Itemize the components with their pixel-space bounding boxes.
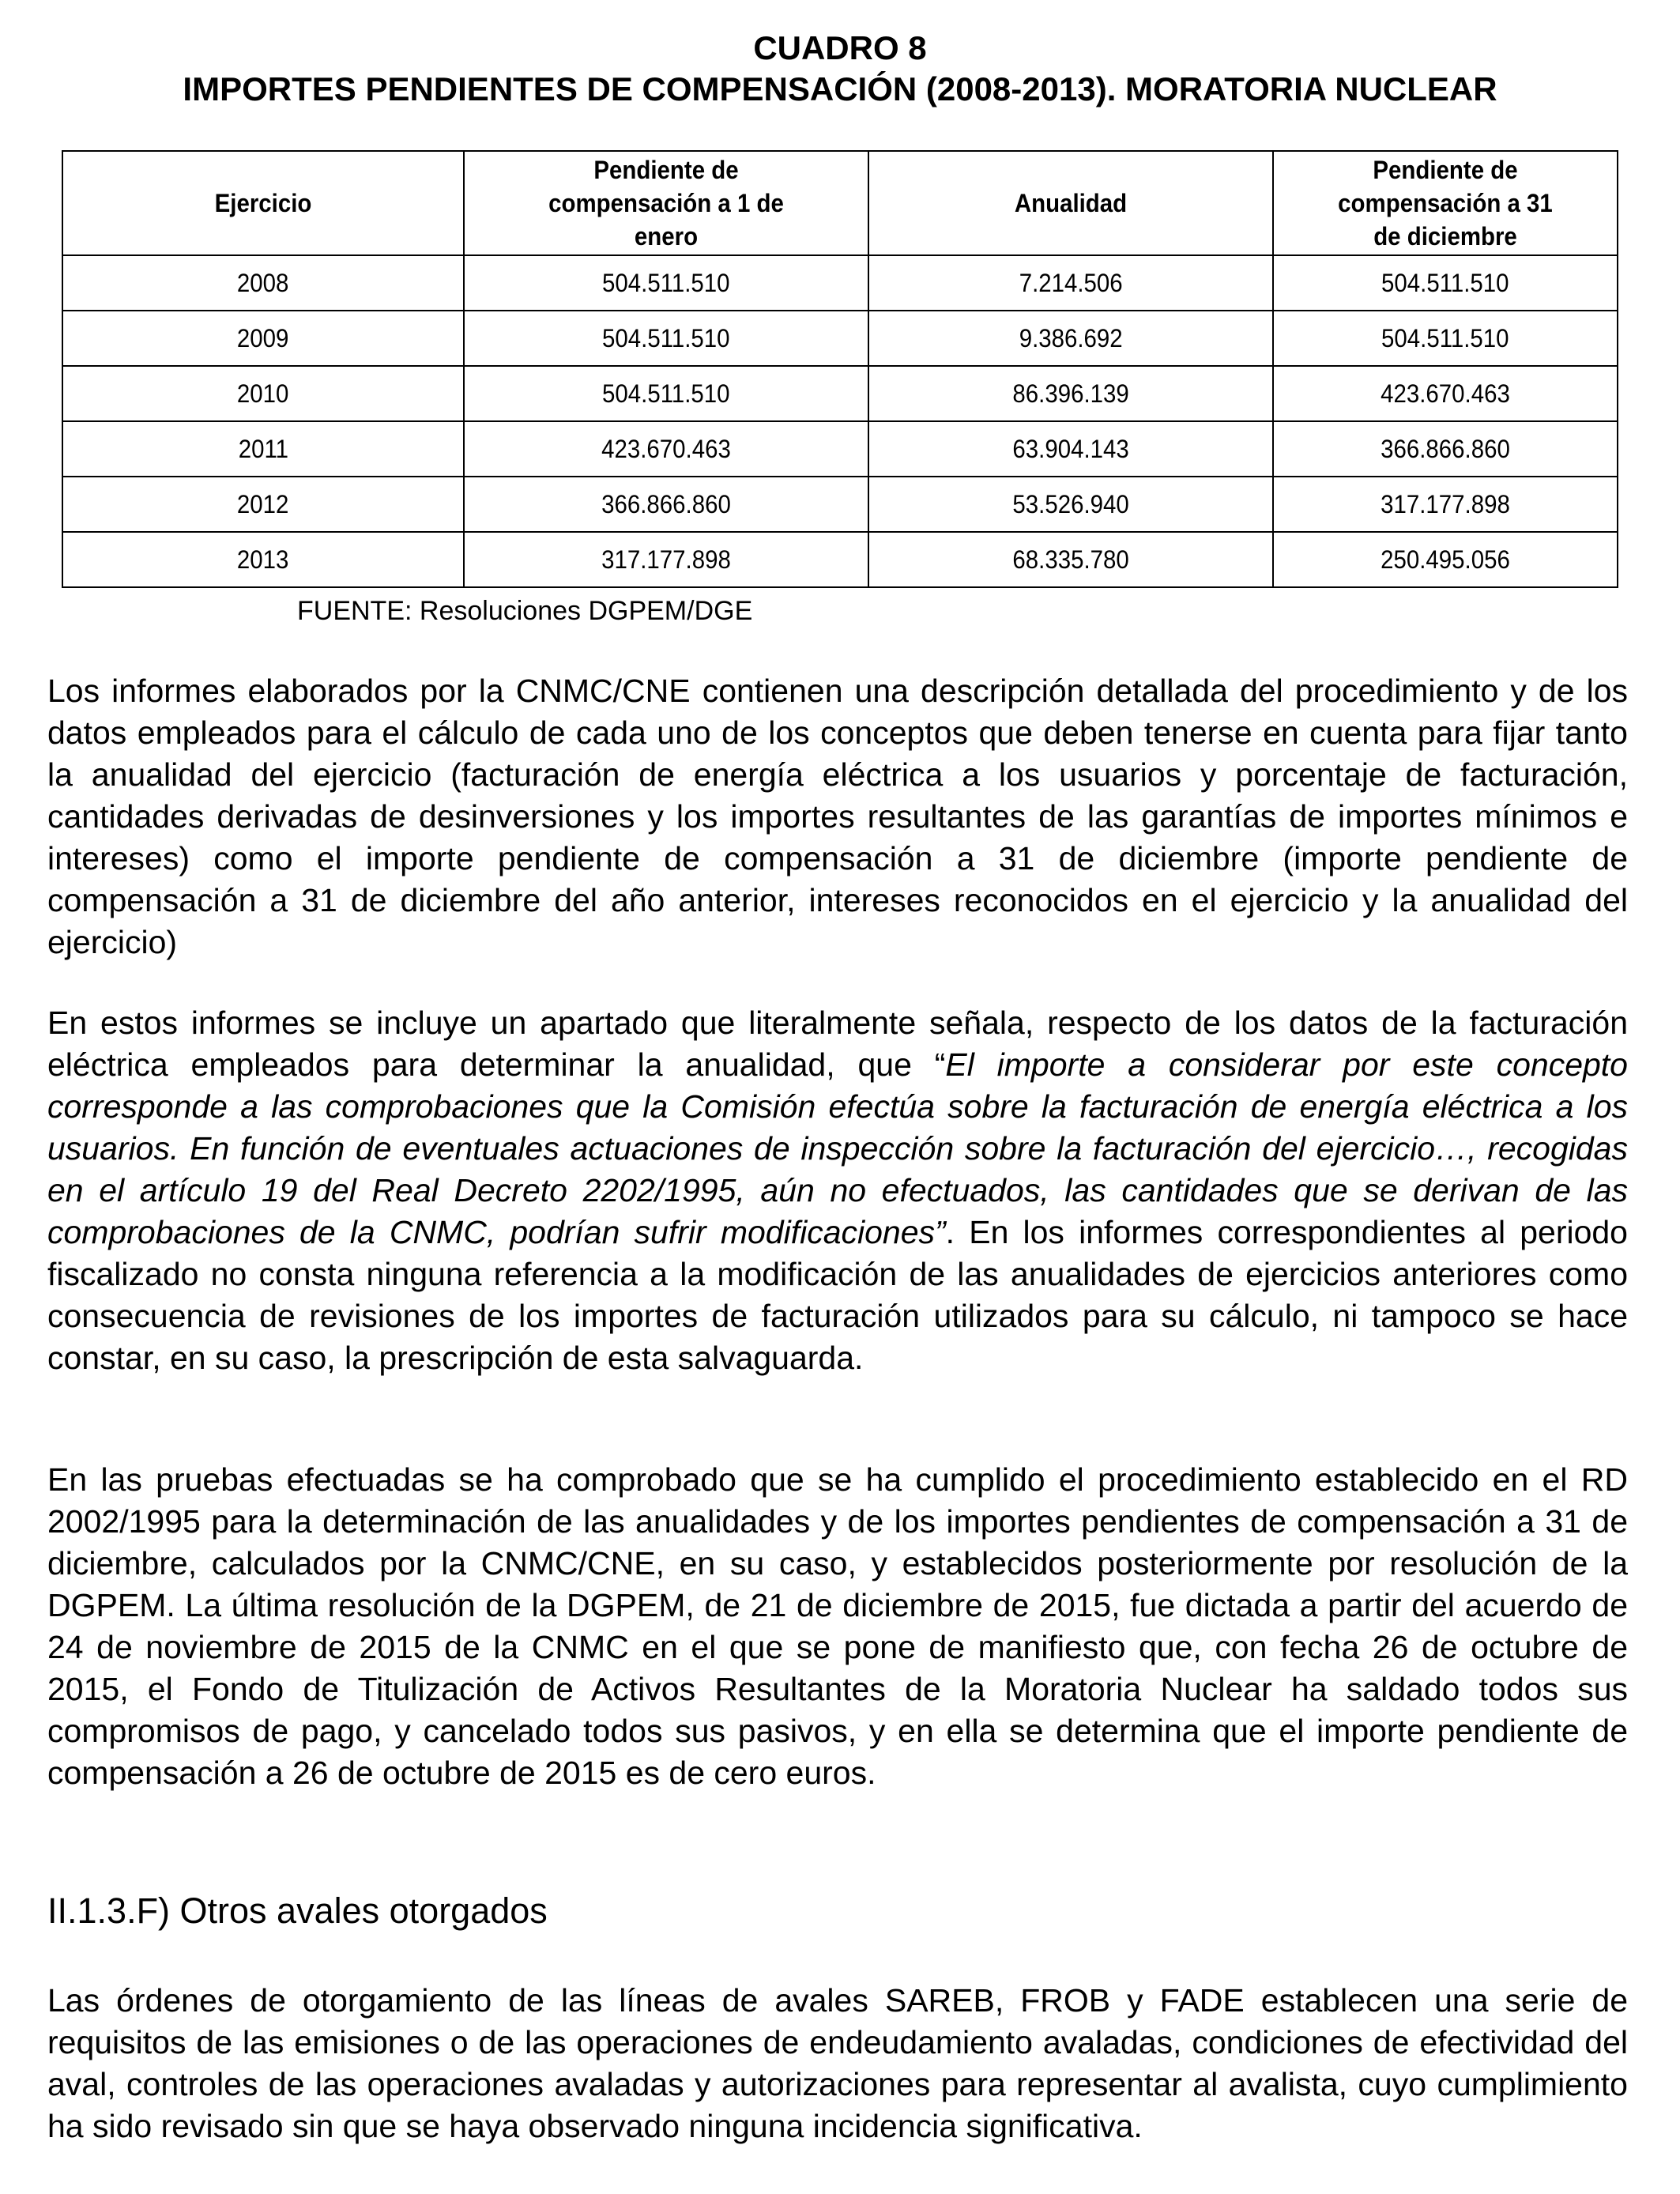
cell-pending-start: 504.511.510 [464,366,868,421]
table-row [62,366,1618,421]
cell-year: 2011 [62,421,464,477]
cell-year: 2008 [62,255,464,311]
cell-pending-start: 504.511.510 [464,255,868,311]
table-title: IMPORTES PENDIENTES DE COMPENSACIÓN (2008-2013). MORATORIA NUCLEAR [183,70,1497,107]
cell-pending-end: 250.495.056 [1273,532,1618,587]
cell-annuity: 9.386.692 [868,311,1273,366]
cell-annuity: 68.335.780 [868,532,1273,587]
cell-pending-start: 504.511.510 [464,311,868,366]
cell-pending-end: 504.511.510 [1273,255,1618,311]
cell-year: 2010 [62,366,464,421]
cell-pending-start: 366.866.860 [464,477,868,532]
paragraph-pruebas: En las pruebas efectuadas se ha comprobado que se ha cumplido el procedimiento establecido en el RD 2002/1995 para la determinación de las anualidades y de los importes pendientes de compensación a 31 de diciembre, calculados por la CNMC/CNE, en su caso, y establecidos posteriormente por resolución de la DGPEM. La última resolución de la DGPEM, de 21 de diciembre de 2015, fue dictada a partir del acuerdo de 24 de noviembre de 2015 de la CNMC en el que se pone de manifiesto que, con fecha 26 de octubre de 2015, el Fondo de Titulización de Activos Resultantes de la Moratoria Nuclear ha saldado todos sus compromisos de pago, y cancelado todos sus pasivos, y en ella se determina que el importe pendiente de compensación a 26 de octubre de 2015 es de cero euros. [47,1461,1628,1791]
table-row [62,255,1618,311]
cell-pending-end: 317.177.898 [1273,477,1618,532]
cell-pending-end: 366.866.860 [1273,421,1618,477]
table-row [62,477,1618,532]
header-anualidad: Anualidad [884,151,1256,255]
cell-annuity: 53.526.940 [868,477,1273,532]
cell-year: 2013 [62,532,464,587]
table-title-number: CUADRO 8 [753,29,927,66]
cell-year: 2012 [62,477,464,532]
cell-pending-end: 423.670.463 [1273,366,1618,421]
cell-annuity: 86.396.139 [868,366,1273,421]
cell-pending-end: 504.511.510 [1273,311,1618,366]
header-ejercicio: Ejercicio [78,151,447,255]
header-pendiente-diciembre: Pendiente de compensación a 31 de diciembre [1286,151,1603,255]
paragraph-informes: Los informes elaborados por la CNMC/CNE contienen una descripción detallada del procedimiento y de los datos empleados para el cálculo de cada uno de los conceptos que deben tenerse en cuenta para fijar tanto la anualidad del ejercicio (facturación de energía eléctrica a los usuarios y porcentaje de facturación, cantidades derivadas de desinversiones y los importes resultantes de las garantías de importes mínimos e intereses) como el importe pendiente de compensación a 31 de diciembre (importe pendiente de compensación a 31 de diciembre del año anterior, intereses reconocidos en el ejercicio y la anualidad del ejercicio) [47,673,1628,960]
cell-year: 2009 [62,311,464,366]
paragraph-avales: Las órdenes de otorgamiento de las líneas de avales SAREB, FROB y FADE establecen una serie de requisitos de las emisiones o de las operaciones de endeudamiento avaladas, condiciones de efectividad del aval, controles de las operaciones avaladas y autorizaciones para representar al avalista, cuyo cumplimiento ha sido revisado sin que se haya observado ninguna incidencia significativa. [47,1982,1628,2144]
paragraph-apartado-rest: . En los informes correspondientes al periodo fiscalizado no consta ninguna referencia a la modificación de las anualidades de ejercicios anteriores como consecuencia de revisiones de los importes de facturación utilizados para su cálculo, ni tampoco se hace constar, en su caso, la prescripción de esta salvaguarda. [47,1214,1628,1376]
quoted-text: El importe a considerar por este concepto corresponde a las comprobaciones que la Comisión efectúa sobre la facturación de energía eléctrica a los usuarios. En función de eventuales actuaciones de inspección sobre la facturación del ejercicio…, recogidas en el artículo 19 del Real Decreto 2202/1995, aún no efectuados, las cantidades que se derivan de las comprobaciones de la CNMC, podrían sufrir modificaciones” [47,1046,1628,1250]
table-row [62,311,1618,366]
table-source: FUENTE: Resoluciones DGPEM/DGE [297,596,753,626]
cell-pending-start: 317.177.898 [464,532,868,587]
table-header-row [62,151,1618,255]
paragraph-apartado-intro: En estos informes se incluye un apartado que literalmente señala, respecto de los datos de la facturación eléctrica empleados para determinar la anualidad, que “ [47,1005,1628,1083]
table-row [62,421,1618,477]
cell-annuity: 63.904.143 [868,421,1273,477]
cell-annuity: 7.214.506 [868,255,1273,311]
paragraph-apartado [47,1002,1628,1379]
header-pendiente-enero: Pendiente de compensación a 1 de enero [480,151,852,255]
compensation-table [62,150,1618,588]
table-row [62,532,1618,587]
section-heading: II.1.3.F) Otros avales otorgados [47,1891,548,1931]
cell-pending-start: 423.670.463 [464,421,868,477]
